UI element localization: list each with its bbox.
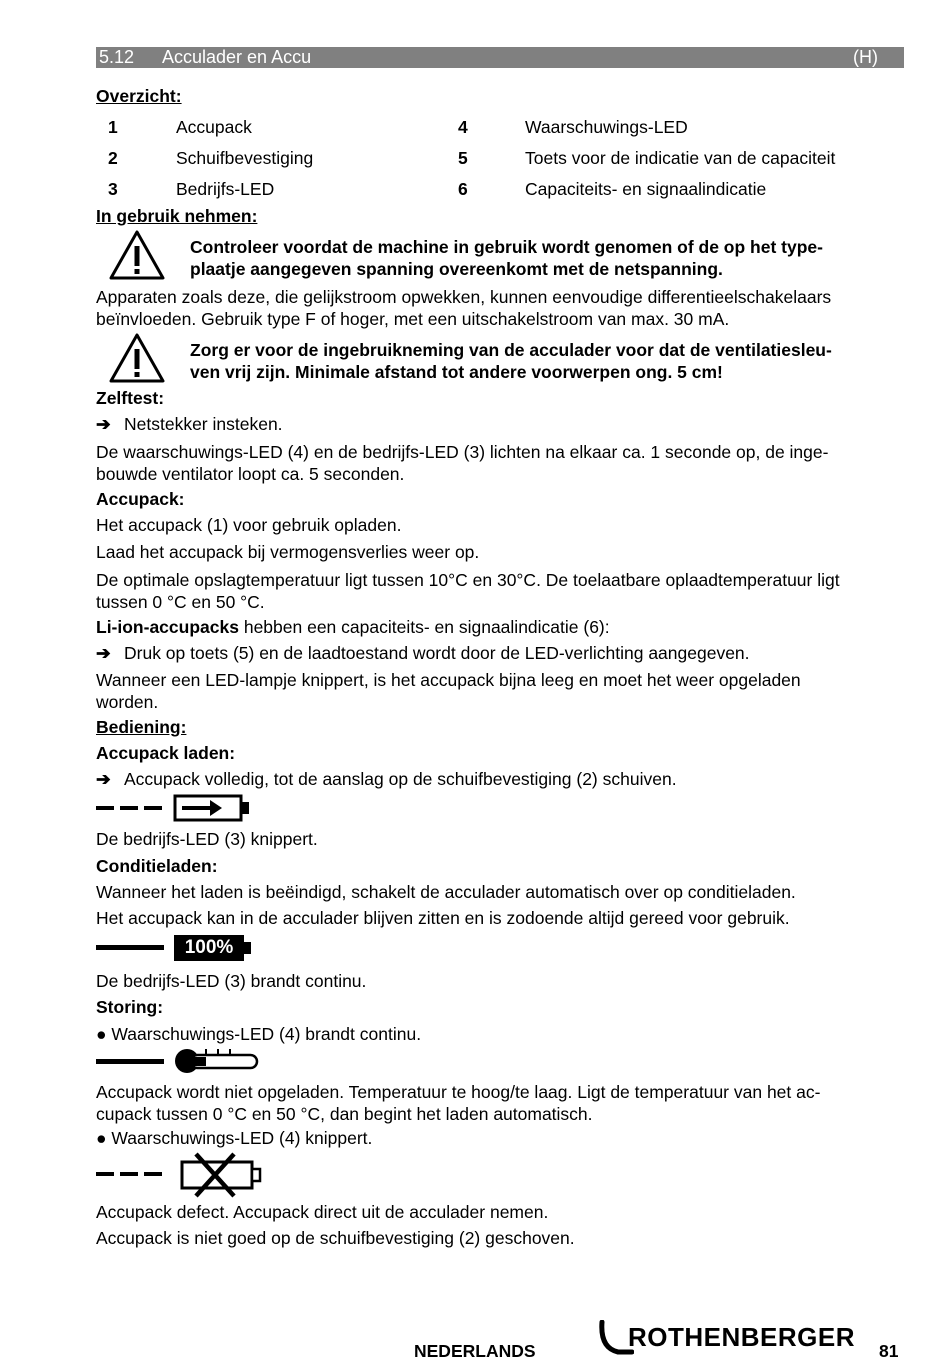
text-line: bouwde ventilator loopt ca. 5 seconden. <box>96 464 405 484</box>
section-number: 5.12 <box>99 47 135 67</box>
selftest-paragraph <box>96 441 828 485</box>
warning-triangle-icon <box>108 229 166 281</box>
blinking-charge-battery-icon <box>96 794 256 824</box>
fault-2: ● Waarschuwings-LED (4) knippert. <box>96 1128 373 1148</box>
overview-label-6: Capaciteits- en signaalindicatie <box>525 179 767 199</box>
step-text: Netstekker insteken. <box>124 414 283 434</box>
overview-heading: Overzicht: <box>96 86 182 106</box>
overview-label-2: Schuifbevestiging <box>176 148 314 168</box>
footer-language: NEDERLANDS <box>414 1341 536 1361</box>
operation-heading: Bediening: <box>96 717 187 737</box>
text-line: De waarschuwings-LED (4) en de bedrijfs-LED (3) lichten na elkaar ca. 1 seconde op, de inge- <box>96 442 829 462</box>
led-steady-text: De bedrijfs-LED (3) brandt continu. <box>96 971 367 991</box>
overview-label-1: Accupack <box>176 117 252 137</box>
warning-text-ventilation <box>190 339 832 383</box>
overview-label-3: Bedrijfs-LED <box>176 179 275 199</box>
warning-line: Controleer voordat de machine in gebruik wordt genomen of de op het type- <box>190 237 823 257</box>
condition-charging-heading: Conditieladen: <box>96 856 218 876</box>
steady-line <box>96 945 164 950</box>
overview-num-4: 4 <box>458 117 468 137</box>
fault-heading: Storing: <box>96 997 164 1017</box>
battery-full-icon <box>174 935 244 961</box>
brand-logo-text: ROTHENBERGER <box>628 1322 856 1352</box>
condition-line-2: Het accupack kan in de acculader blijven zitten en is zodoende altijd gereed voor gebruik. <box>96 908 790 928</box>
warning-line: ven vrij zijn. Minimale afstand tot andere voorwerpen ong. 5 cm! <box>190 362 723 382</box>
step-text: Druk op toets (5) en de laadtoestand wordt door de LED-verlichting aangegeven. <box>124 643 750 663</box>
accupack-line-1: Het accupack (1) voor gebruik opladen. <box>96 515 402 535</box>
text-line: Apparaten zoals deze, die gelijkstroom opwekken, kunnen eenvoudige differentieelschakelaars <box>96 287 832 307</box>
step-text: Accupack volledig, tot de aanslag op de schuifbevestiging (2) schuiven. <box>124 769 677 789</box>
accupack-led-blink <box>96 669 801 713</box>
paragraph-rcd <box>96 286 831 330</box>
defective-battery-icon <box>96 1152 266 1198</box>
overview-label-5: Toets voor de indicatie van de capaciteit <box>525 148 836 168</box>
accupack-line-2: Laad het accupack bij vermogensverlies weer op. <box>96 542 480 562</box>
overview-num-6: 6 <box>458 179 468 199</box>
accupack-step <box>96 643 750 664</box>
overview-num-3: 3 <box>108 179 118 199</box>
accupack-liion <box>96 617 610 638</box>
fault-2-text-b: Accupack is niet goed op de schuifbevestiging (2) geschoven. <box>96 1228 575 1248</box>
accupack-temperature <box>96 569 840 613</box>
overview-num-1: 1 <box>108 117 118 137</box>
warning-triangle-icon <box>108 332 166 384</box>
text-line: tussen 0 °C en 50 °C. <box>96 592 265 612</box>
commissioning-heading: In gebruik nehmen: <box>96 206 258 226</box>
battery-full-label: 100% <box>184 937 234 958</box>
liion-bold: Li-ion-accupacks <box>96 617 239 637</box>
warning-line: Zorg er voor de ingebruikneming van de acculader voor dat de ventilatiesleu- <box>190 340 832 360</box>
text-line: worden. <box>96 692 159 712</box>
arrow-right-icon: ➔ <box>96 643 111 663</box>
warning-line: plaatje aangegeven spanning overeenkomt met de netspanning. <box>190 259 723 279</box>
text-line: cupack tussen 0 °C en 50 °C, dan begint het laden automatisch. <box>96 1104 593 1124</box>
arrow-right-icon: ➔ <box>96 769 111 789</box>
selftest-heading: Zelftest: <box>96 388 165 408</box>
overview-num-5: 5 <box>458 148 468 168</box>
battery-terminal <box>244 942 251 954</box>
charging-heading: Accupack laden: <box>96 743 236 763</box>
overview-label-4: Waarschuwings-LED <box>525 117 688 137</box>
section-title: Acculader en Accu <box>162 47 312 67</box>
text-line: beïnvloeden. Gebruik type F of hoger, met een uitschakelstroom van max. 30 mA. <box>96 309 730 329</box>
fault-1: ● Waarschuwings-LED (4) brandt continu. <box>96 1024 422 1044</box>
section-header-bar <box>96 47 904 68</box>
led-blink-text: De bedrijfs-LED (3) knippert. <box>96 829 318 849</box>
arrow-right-icon: ➔ <box>96 414 111 434</box>
fault-1-text <box>96 1081 820 1125</box>
text-line: Accupack wordt niet opgeladen. Temperatuur te hoog/te laag. Ligt de temperatuur van het ac- <box>96 1082 821 1102</box>
text-line: Wanneer een LED-lampje knippert, is het accupack bijna leeg en moet het weer opgeladen <box>96 670 801 690</box>
thermometer-icon <box>96 1046 266 1076</box>
overview-num-2: 2 <box>108 148 118 168</box>
fault-2-text-a: Accupack defect. Accupack direct uit de acculader nemen. <box>96 1202 549 1222</box>
condition-line-1: Wanneer het laden is beëindigd, schakelt de acculader automatisch over op conditieladen. <box>96 882 796 902</box>
section-tag: (H) <box>853 47 878 67</box>
selftest-step <box>96 414 283 435</box>
charging-step <box>96 769 677 790</box>
warning-text-voltage <box>190 236 823 280</box>
text-line: De optimale opslagtemperatuur ligt tussen 10°C en 30°C. De toelaatbare oplaadtemperatuur ligt <box>96 570 840 590</box>
page-number: 81 <box>879 1341 899 1361</box>
liion-rest: hebben een capaciteits- en signaalindicatie (6): <box>238 617 610 637</box>
accupack-heading: Accupack: <box>96 489 185 509</box>
